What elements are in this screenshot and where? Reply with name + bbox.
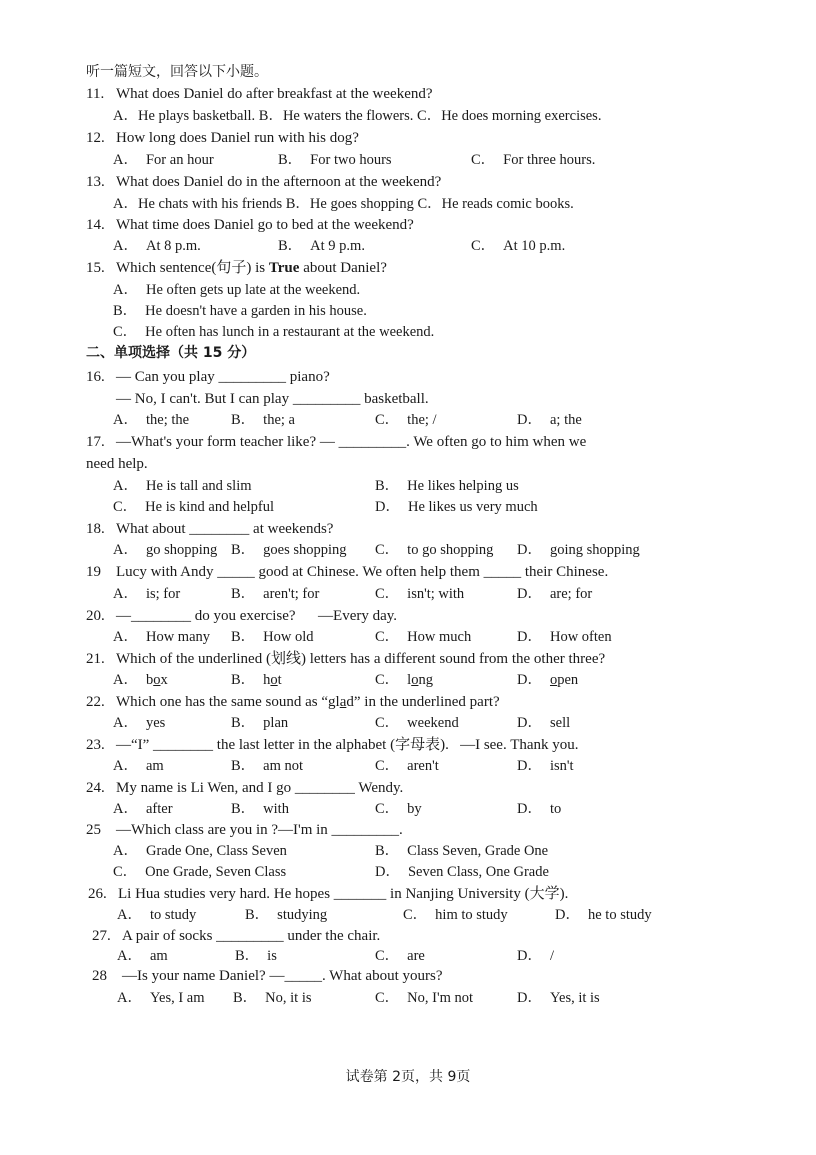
option-c: C． him to study	[403, 907, 508, 923]
question-24: 24. My name is Li Wen, and I go ________ Wendy.	[86, 780, 404, 796]
option-d: D． How often	[517, 629, 612, 645]
option-a: A． after	[113, 801, 173, 817]
question-28: 28 —Is your name Daniel? —_____. What about yours?	[92, 968, 443, 984]
option-c: C． He is kind and helpful	[113, 499, 275, 515]
option-a: A． the; the	[113, 412, 190, 428]
option-b: B． hot	[231, 672, 282, 688]
question-11	[86, 84, 433, 104]
question-number: 17.	[86, 434, 105, 450]
option-a: A． He often gets up late at the weekend.	[113, 282, 361, 298]
option-d: D． to	[517, 801, 562, 817]
option-a: A． At 8 p.m.	[113, 238, 201, 254]
question-number: 13.	[86, 174, 105, 190]
option-a: A． Yes, I am	[117, 990, 205, 1006]
question-number: 14.	[86, 217, 105, 233]
question-12	[86, 128, 359, 148]
option-d: D． a; the	[517, 412, 582, 428]
option-a: A． yes	[113, 715, 166, 731]
question-26: 26. Li Hua studies very hard. He hopes _______ in Nanjing University (大学).	[88, 886, 569, 902]
question-stem: What time does Daniel go to bed at the weekend?	[116, 217, 414, 233]
option-b: B． No, it is	[233, 990, 312, 1006]
option-d: D． sell	[517, 715, 571, 731]
option-c: C． the; /	[375, 412, 437, 428]
question-number: 25	[86, 822, 101, 838]
question-20: 20. —________ do you exercise? —Every day.	[86, 608, 398, 624]
question-number: 19	[86, 564, 101, 580]
option-b: B． He likes helping us	[375, 478, 519, 494]
option-a: A． is; for	[113, 586, 181, 602]
option-b: B． At 9 p.m.	[278, 238, 365, 254]
option-c: C． At 10 p.m.	[471, 238, 566, 254]
question-stem: How long does Daniel run with his dog?	[116, 130, 359, 146]
page-footer: 试卷第 2页，共 9页	[345, 1069, 471, 1085]
question-number: 18.	[86, 521, 105, 537]
option-a: A． He is tall and slim	[113, 478, 252, 494]
option-a: A． How many	[113, 629, 211, 645]
option-b: B． How old	[231, 629, 314, 645]
section-heading: 二、单项选择（共 15 分）	[86, 345, 256, 361]
question-25: 25 —Which class are you in ?—I'm in _________.	[86, 822, 403, 838]
question-21: 21. Which of the underlined (划线) letters has a different sound from the other three?	[86, 651, 606, 667]
option-a: A． go shopping	[113, 542, 218, 558]
option-d: D． he to study	[555, 907, 652, 923]
question-number: 27.	[92, 928, 111, 944]
option-b: B． the; a	[231, 412, 295, 428]
option-b: B． goes shopping	[231, 542, 347, 558]
option-c: C． For three hours.	[471, 152, 596, 168]
question-13-options: A．He chats with his friends B．He goes shopping C．He reads comic books.	[113, 196, 574, 212]
option-c: C． by	[375, 801, 422, 817]
question-17-line2: need help.	[86, 456, 148, 472]
option-c: C． He often has lunch in a restaurant at the weekend.	[113, 324, 435, 340]
option-d: D． open	[517, 672, 579, 688]
question-number: 16.	[86, 369, 105, 385]
question-number: 12.	[86, 130, 105, 146]
question-number: 15.	[86, 260, 105, 276]
option-d: D． isn't	[517, 758, 574, 774]
option-c: C． One Grade, Seven Class	[113, 864, 287, 880]
option-a: A． box	[113, 672, 168, 688]
question-18: 18. What about ________ at weekends?	[86, 521, 334, 537]
question-16-line2: — No, I can't. But I can play _________ basketball.	[116, 391, 429, 407]
question-number: 26.	[88, 886, 107, 902]
question-27: 27. A pair of socks _________ under the chair.	[92, 928, 381, 944]
option-d: D． He likes us very much	[375, 499, 538, 515]
option-c: C． weekend	[375, 715, 459, 731]
option-c: C． long	[375, 672, 433, 688]
option-c: C． No, I'm not	[375, 990, 474, 1006]
option-a: A． to study	[117, 907, 197, 923]
option-a: A． am	[117, 948, 168, 964]
option-b: B． with	[231, 801, 289, 817]
option-c: C． aren't	[375, 758, 439, 774]
question-number: 24.	[86, 780, 105, 796]
question-16: 16. — Can you play _________ piano?	[86, 369, 330, 385]
question-number: 28	[92, 968, 107, 984]
question-number: 22.	[86, 694, 105, 710]
question-number: 21.	[86, 651, 105, 667]
option-b: B． Class Seven, Grade One	[375, 843, 549, 859]
question-stem: What does Daniel do in the afternoon at the weekend?	[116, 174, 442, 190]
question-15: 15. Which sentence(句子) is True about Daniel?	[86, 260, 387, 276]
option-b: B． am not	[231, 758, 304, 774]
option-a: A． Grade One, Class Seven	[113, 843, 287, 859]
question-13	[86, 172, 441, 192]
question-stem: What does Daniel do after breakfast at the weekend?	[116, 86, 433, 102]
question-11-options: A．He plays basketball. B．He waters the flowers. C．He does morning exercises.	[113, 108, 602, 124]
option-b: B． is	[235, 948, 277, 964]
option-b: B． aren't; for	[231, 586, 320, 602]
question-number: 23.	[86, 737, 105, 753]
question-number: 20.	[86, 608, 105, 624]
question-23: 23. —“I” ________ the last letter in the alphabet (字母表). —I see. Thank you.	[86, 737, 579, 753]
question-19: 19 Lucy with Andy _____ good at Chinese. We often help them _____ their Chinese.	[86, 564, 609, 580]
option-b: B． studying	[245, 907, 328, 923]
option-d: D． going shopping	[517, 542, 640, 558]
question-14	[86, 215, 414, 235]
option-c: C． How much	[375, 629, 472, 645]
option-c: C． are	[375, 948, 425, 964]
option-a: A． am	[113, 758, 164, 774]
option-b: B． For two hours	[278, 152, 392, 168]
question-number: 11.	[86, 86, 105, 102]
question-17: 17. —What's your form teacher like? — _________. We often go to him when we	[86, 434, 587, 450]
option-d: D． /	[517, 948, 555, 964]
option-b: B． He doesn't have a garden in his house.	[113, 303, 367, 319]
option-c: C． isn't; with	[375, 586, 465, 602]
option-c: C． to go shopping	[375, 542, 494, 558]
option-d: D． are; for	[517, 586, 593, 602]
option-d: D． Seven Class, One Grade	[375, 864, 549, 880]
option-b: B． plan	[231, 715, 289, 731]
option-d: D． Yes, it is	[517, 990, 600, 1006]
question-22: 22. Which one has the same sound as “glad” in the underlined part?	[86, 694, 500, 710]
listening-intro: 听一篇短文，回答以下小题。	[86, 64, 268, 80]
option-a: A． For an hour	[113, 152, 214, 168]
